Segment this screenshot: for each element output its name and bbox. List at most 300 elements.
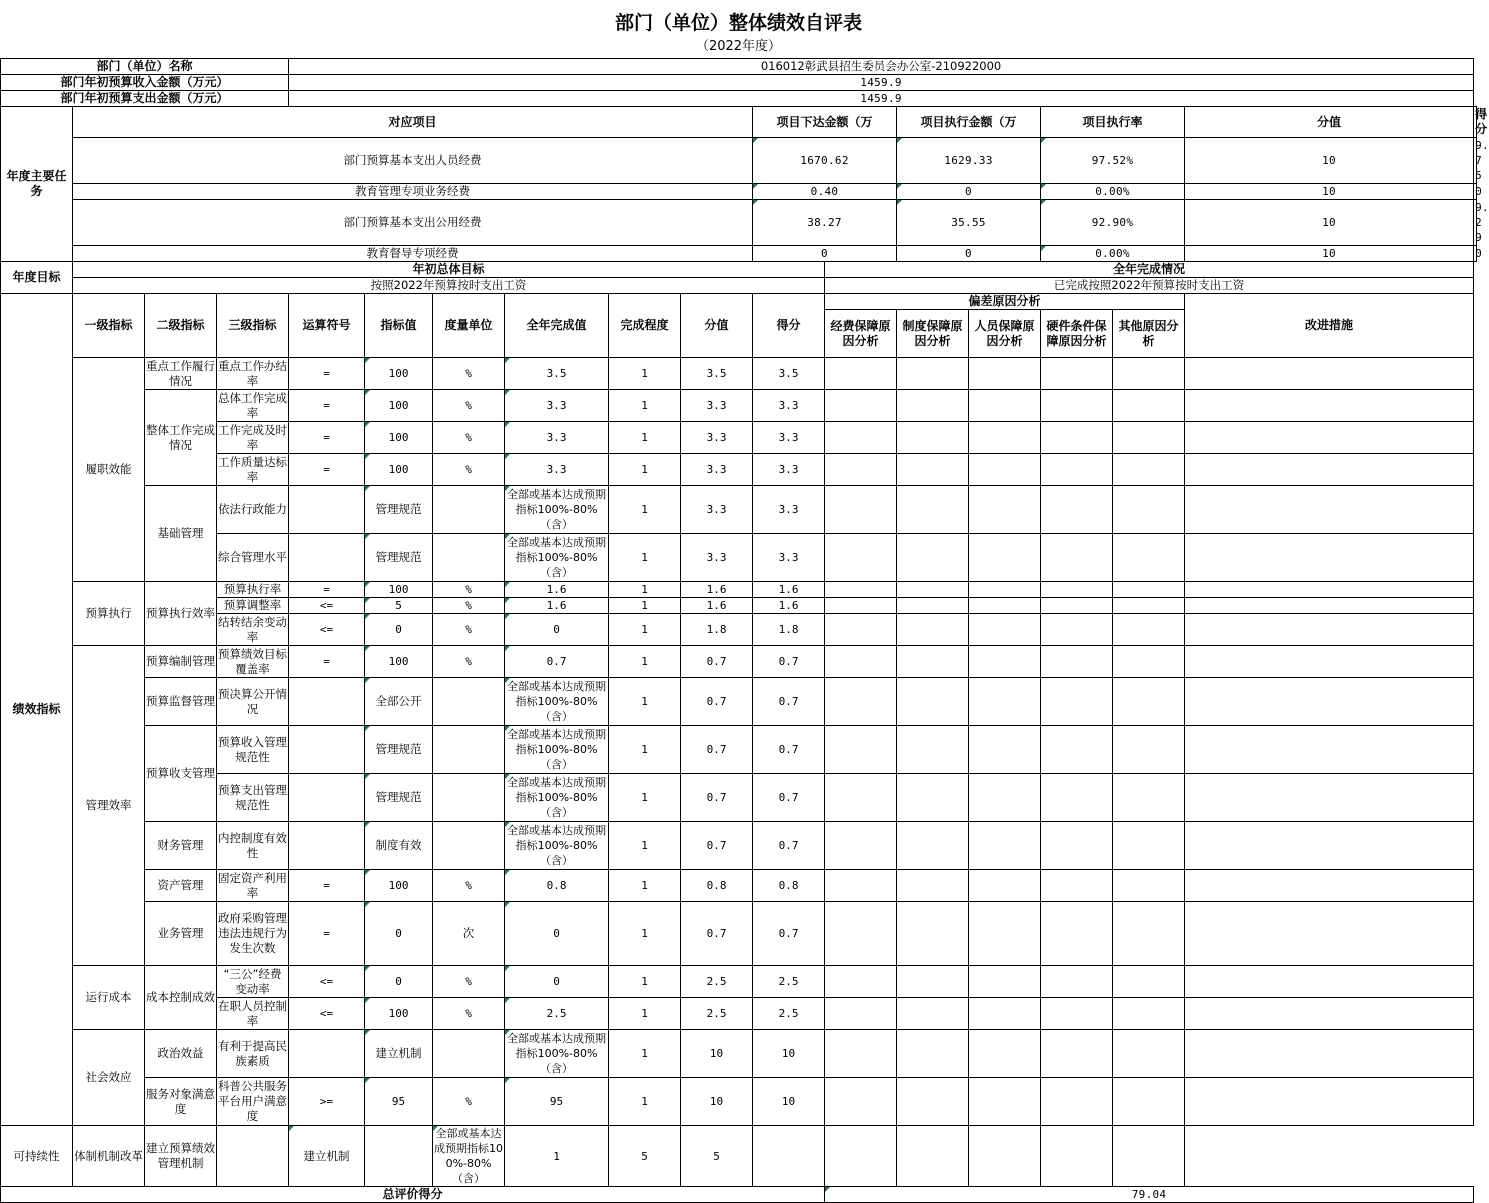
deviation-funding-cell[interactable] [825, 822, 897, 870]
deviation-system-cell[interactable] [897, 598, 969, 614]
deviation-funding-cell[interactable] [825, 422, 897, 454]
goal-completion-text[interactable]: 已完成按照2022年预算按时支出工资 [825, 278, 1474, 294]
indicator-target[interactable]: 管理规范 [365, 486, 433, 534]
deviation-system-cell[interactable] [897, 1078, 969, 1126]
deviation-hardware-cell[interactable] [1041, 870, 1113, 902]
deviation-other-cell[interactable] [1113, 646, 1185, 678]
improve-cell[interactable] [1185, 454, 1474, 486]
task-issued[interactable]: 1670.62 [753, 138, 897, 184]
indicator-operator[interactable]: = [289, 454, 365, 486]
indicator-actual[interactable]: 2.5 [505, 998, 609, 1030]
deviation-staff-cell[interactable] [969, 998, 1041, 1030]
deviation-other-cell[interactable] [1113, 358, 1185, 390]
deviation-hardware-cell[interactable] [1041, 646, 1113, 678]
indicator-operator[interactable] [289, 726, 365, 774]
improve-cell[interactable] [1185, 822, 1474, 870]
indicator-unit[interactable]: % [433, 614, 505, 646]
deviation-funding-cell[interactable] [825, 966, 897, 998]
task-name[interactable]: 教育督导专项经费 [73, 246, 753, 262]
indicator-unit[interactable] [433, 822, 505, 870]
deviation-staff-cell[interactable] [969, 726, 1041, 774]
indicator-score[interactable]: 3.3 [753, 390, 825, 422]
deviation-system-cell[interactable] [897, 870, 969, 902]
indicator-value[interactable]: 1.6 [681, 582, 753, 598]
deviation-staff-cell[interactable] [969, 902, 1041, 966]
indicator-operator[interactable]: = [289, 390, 365, 422]
indicator-unit[interactable] [433, 678, 505, 726]
indicator-degree[interactable]: 1 [609, 998, 681, 1030]
indicator-target[interactable]: 100 [365, 358, 433, 390]
deviation-hardware-cell[interactable] [1041, 822, 1113, 870]
deviation-system-cell[interactable] [897, 1030, 969, 1078]
indicator-actual[interactable]: 全部或基本达成预期指标100%-80%（含） [505, 822, 609, 870]
deviation-hardware-cell[interactable] [1041, 614, 1113, 646]
deviation-funding-cell[interactable] [825, 998, 897, 1030]
indicator-actual[interactable]: 全部或基本达成预期指标100%-80%（含） [505, 726, 609, 774]
indicator-operator[interactable]: = [289, 902, 365, 966]
improve-cell[interactable] [1185, 646, 1474, 678]
deviation-funding-cell[interactable] [825, 774, 897, 822]
indicator-actual[interactable]: 全部或基本达成预期指标100%-80%（含） [434, 1127, 504, 1185]
indicator-value[interactable]: 3.5 [681, 358, 753, 390]
indicator-operator[interactable] [289, 678, 365, 726]
deviation-other-cell[interactable] [1113, 726, 1185, 774]
improve-cell[interactable] [1185, 966, 1474, 998]
indicator-score[interactable]: 0.7 [753, 646, 825, 678]
deviation-other-cell[interactable] [1113, 454, 1185, 486]
deviation-staff-cell[interactable] [969, 358, 1041, 390]
deviation-hardware-cell[interactable] [1041, 1078, 1113, 1126]
improve-cell[interactable] [1185, 678, 1474, 726]
indicator-value[interactable]: 3.3 [681, 534, 753, 582]
indicator-value[interactable]: 0.7 [681, 774, 753, 822]
indicator-operator[interactable] [289, 1030, 365, 1078]
task-score-value[interactable]: 10 [1185, 246, 1474, 262]
improve-cell[interactable] [1185, 598, 1474, 614]
deviation-other-cell[interactable] [1113, 774, 1185, 822]
indicator-actual[interactable]: 0.8 [505, 870, 609, 902]
indicator-value[interactable]: 10 [681, 1078, 753, 1126]
deviation-staff-cell[interactable] [969, 534, 1041, 582]
indicator-value[interactable]: 0.7 [681, 822, 753, 870]
indicator-actual[interactable]: 全部或基本达成预期指标100%-80%（含） [505, 678, 609, 726]
indicator-target[interactable]: 100 [365, 998, 433, 1030]
deviation-system-cell[interactable] [897, 822, 969, 870]
deviation-other-cell[interactable] [1113, 870, 1185, 902]
indicator-target[interactable]: 管理规范 [365, 726, 433, 774]
deviation-system-cell[interactable] [897, 774, 969, 822]
deviation-system-cell[interactable] [897, 646, 969, 678]
deviation-system-cell[interactable] [897, 358, 969, 390]
indicator-actual[interactable]: 全部或基本达成预期指标100%-80%（含） [505, 534, 609, 582]
income-value[interactable]: 1459.9 [289, 75, 1474, 91]
indicator-score[interactable]: 0.7 [753, 678, 825, 726]
deviation-funding-cell[interactable] [825, 726, 897, 774]
deviation-funding-cell[interactable] [825, 902, 897, 966]
indicator-operator[interactable]: = [289, 646, 365, 678]
task-rate[interactable]: 97.52% [1041, 138, 1185, 184]
deviation-staff-cell[interactable] [969, 582, 1041, 598]
deviation-system-cell[interactable] [897, 390, 969, 422]
deviation-staff-cell[interactable] [969, 486, 1041, 534]
indicator-target[interactable]: 建立机制 [289, 1126, 365, 1187]
task-score[interactable]: 0 [1475, 247, 1483, 260]
indicator-score[interactable]: 3.3 [753, 534, 825, 582]
improve-cell[interactable] [1185, 358, 1474, 390]
deviation-hardware-cell[interactable] [1041, 582, 1113, 598]
indicator-actual[interactable]: 95 [505, 1078, 609, 1126]
indicator-score[interactable]: 2.5 [753, 966, 825, 998]
indicator-degree[interactable]: 1 [609, 582, 681, 598]
indicator-target[interactable]: 100 [365, 454, 433, 486]
improve-cell[interactable] [1185, 390, 1474, 422]
indicator-unit[interactable]: % [433, 870, 505, 902]
deviation-other-cell[interactable] [1113, 582, 1185, 598]
deviation-hardware-cell[interactable] [969, 1126, 1041, 1187]
indicator-target[interactable]: 0 [365, 966, 433, 998]
indicator-degree[interactable]: 1 [609, 966, 681, 998]
deviation-hardware-cell[interactable] [1041, 1030, 1113, 1078]
indicator-target[interactable]: 100 [365, 870, 433, 902]
indicator-target[interactable]: 管理规范 [365, 774, 433, 822]
indicator-unit[interactable]: % [433, 998, 505, 1030]
indicator-actual[interactable]: 3.3 [505, 422, 609, 454]
indicator-degree[interactable]: 1 [609, 358, 681, 390]
task-executed[interactable]: 0 [897, 184, 1041, 200]
indicator-actual[interactable]: 0.7 [505, 646, 609, 678]
deviation-staff-cell[interactable] [969, 678, 1041, 726]
deviation-system-cell[interactable] [897, 486, 969, 534]
indicator-unit[interactable] [433, 486, 505, 534]
deviation-hardware-cell[interactable] [1041, 774, 1113, 822]
indicator-value[interactable]: 3.3 [681, 422, 753, 454]
indicator-actual[interactable]: 0 [505, 614, 609, 646]
deviation-system-cell[interactable] [897, 678, 969, 726]
deviation-system-cell[interactable] [897, 422, 969, 454]
indicator-target[interactable]: 100 [365, 646, 433, 678]
deviation-other-cell[interactable] [1113, 966, 1185, 998]
indicator-score[interactable]: 0.7 [753, 774, 825, 822]
deviation-other-cell[interactable] [1113, 822, 1185, 870]
indicator-value[interactable]: 2.5 [681, 966, 753, 998]
indicator-operator[interactable] [217, 1126, 289, 1187]
deviation-system-cell[interactable] [897, 454, 969, 486]
indicator-unit[interactable]: % [433, 966, 505, 998]
deviation-system-cell[interactable] [897, 534, 969, 582]
indicator-unit[interactable]: 次 [433, 902, 505, 966]
deviation-hardware-cell[interactable] [1041, 534, 1113, 582]
indicator-operator[interactable]: <= [289, 966, 365, 998]
deviation-system-cell[interactable] [897, 966, 969, 998]
indicator-degree[interactable]: 1 [609, 870, 681, 902]
indicator-score[interactable]: 0.7 [753, 726, 825, 774]
indicator-degree[interactable]: 1 [609, 598, 681, 614]
indicator-target[interactable]: 制度有效 [365, 822, 433, 870]
indicator-target[interactable]: 100 [365, 582, 433, 598]
indicator-operator[interactable]: >= [289, 1078, 365, 1126]
indicator-degree[interactable]: 1 [609, 726, 681, 774]
indicator-value[interactable]: 0.7 [681, 902, 753, 966]
indicator-value[interactable]: 0.7 [681, 678, 753, 726]
indicator-target[interactable]: 95 [365, 1078, 433, 1126]
indicator-target[interactable]: 0 [365, 614, 433, 646]
indicator-unit[interactable]: % [433, 1078, 505, 1126]
task-executed[interactable]: 1629.33 [897, 138, 1041, 184]
indicator-score[interactable]: 1.6 [753, 582, 825, 598]
indicator-unit[interactable]: % [433, 598, 505, 614]
task-score[interactable]: 0 [1475, 185, 1483, 198]
improve-cell[interactable] [1185, 1078, 1474, 1126]
improve-cell[interactable] [1185, 998, 1474, 1030]
deviation-hardware-cell[interactable] [1041, 678, 1113, 726]
improve-cell[interactable] [1185, 726, 1474, 774]
deviation-funding-cell[interactable] [825, 646, 897, 678]
deviation-other-cell[interactable] [1041, 1126, 1113, 1187]
indicator-unit[interactable]: % [433, 358, 505, 390]
task-rate[interactable]: 92.90% [1041, 200, 1185, 246]
improve-cell[interactable] [1185, 422, 1474, 454]
deviation-hardware-cell[interactable] [1041, 390, 1113, 422]
indicator-degree[interactable]: 1 [609, 646, 681, 678]
task-rate[interactable]: 0.00% [1041, 184, 1185, 200]
task-score-value[interactable]: 10 [1185, 200, 1474, 246]
indicator-degree[interactable]: 1 [609, 1078, 681, 1126]
improve-cell[interactable] [1185, 486, 1474, 534]
indicator-actual[interactable]: 1.6 [505, 582, 609, 598]
indicator-score[interactable]: 0.7 [753, 822, 825, 870]
indicator-operator[interactable] [289, 486, 365, 534]
deviation-hardware-cell[interactable] [1041, 598, 1113, 614]
deviation-funding-cell[interactable] [825, 1078, 897, 1126]
improve-cell[interactable] [1113, 1126, 1185, 1187]
deviation-funding-cell[interactable] [825, 870, 897, 902]
indicator-value[interactable]: 5 [609, 1126, 681, 1187]
indicator-target[interactable]: 管理规范 [365, 534, 433, 582]
deviation-funding-cell[interactable] [825, 582, 897, 598]
indicator-value[interactable]: 0.8 [681, 870, 753, 902]
deviation-system-cell[interactable] [897, 726, 969, 774]
indicator-value[interactable]: 1.8 [681, 614, 753, 646]
improve-cell[interactable] [1185, 902, 1474, 966]
indicator-actual[interactable]: 3.3 [505, 454, 609, 486]
task-name[interactable]: 部门预算基本支出公用经费 [73, 200, 753, 246]
indicator-value[interactable]: 3.3 [681, 390, 753, 422]
indicator-unit[interactable]: % [433, 646, 505, 678]
indicator-target[interactable]: 100 [365, 422, 433, 454]
indicator-value[interactable]: 3.3 [681, 486, 753, 534]
deviation-system-cell[interactable] [897, 582, 969, 598]
indicator-operator[interactable]: = [289, 870, 365, 902]
indicator-unit[interactable]: % [433, 390, 505, 422]
indicator-score[interactable]: 10 [753, 1078, 825, 1126]
indicator-degree[interactable]: 1 [609, 534, 681, 582]
indicator-target[interactable]: 100 [365, 390, 433, 422]
indicator-value[interactable]: 3.3 [681, 454, 753, 486]
deviation-other-cell[interactable] [1113, 1030, 1185, 1078]
indicator-actual[interactable]: 1.6 [505, 598, 609, 614]
indicator-operator[interactable]: = [289, 358, 365, 390]
deviation-hardware-cell[interactable] [1041, 422, 1113, 454]
deviation-other-cell[interactable] [1113, 534, 1185, 582]
deviation-staff-cell[interactable] [897, 1126, 969, 1187]
deviation-staff-cell[interactable] [969, 1030, 1041, 1078]
deviation-hardware-cell[interactable] [1041, 358, 1113, 390]
indicator-actual[interactable]: 全部或基本达成预期指标100%-80%（含） [505, 486, 609, 534]
indicator-target[interactable]: 5 [365, 598, 433, 614]
deviation-system-cell[interactable] [897, 614, 969, 646]
deviation-other-cell[interactable] [1113, 486, 1185, 534]
improve-cell[interactable] [1185, 774, 1474, 822]
deviation-other-cell[interactable] [1113, 390, 1185, 422]
goal-initial-text[interactable]: 按照2022年预算按时支出工资 [73, 278, 825, 294]
improve-cell[interactable] [1185, 1030, 1474, 1078]
indicator-score[interactable]: 2.5 [753, 998, 825, 1030]
indicator-score[interactable]: 1.8 [753, 614, 825, 646]
indicator-score[interactable]: 3.5 [753, 358, 825, 390]
indicator-target[interactable]: 全部公开 [365, 678, 433, 726]
indicator-operator[interactable]: <= [289, 598, 365, 614]
indicator-score[interactable]: 10 [753, 1030, 825, 1078]
deviation-other-cell[interactable] [1113, 678, 1185, 726]
deviation-funding-cell[interactable] [825, 1030, 897, 1078]
deviation-staff-cell[interactable] [969, 614, 1041, 646]
deviation-other-cell[interactable] [1113, 614, 1185, 646]
deviation-other-cell[interactable] [1113, 902, 1185, 966]
indicator-degree[interactable]: 1 [609, 902, 681, 966]
indicator-degree[interactable]: 1 [505, 1126, 609, 1187]
indicator-actual[interactable]: 0 [505, 902, 609, 966]
deviation-staff-cell[interactable] [969, 1078, 1041, 1126]
indicator-degree[interactable]: 1 [609, 422, 681, 454]
indicator-degree[interactable]: 1 [609, 822, 681, 870]
deviation-funding-cell[interactable] [753, 1126, 825, 1187]
indicator-score[interactable]: 0.8 [753, 870, 825, 902]
indicator-operator[interactable]: <= [289, 614, 365, 646]
improve-cell[interactable] [1185, 870, 1474, 902]
deviation-hardware-cell[interactable] [1041, 966, 1113, 998]
indicator-operator[interactable]: <= [289, 998, 365, 1030]
indicator-actual[interactable]: 全部或基本达成预期指标100%-80%（含） [505, 1030, 609, 1078]
indicator-operator[interactable]: = [289, 422, 365, 454]
indicator-degree[interactable]: 1 [609, 614, 681, 646]
indicator-unit[interactable] [433, 1030, 505, 1078]
improve-cell[interactable] [1185, 534, 1474, 582]
indicator-unit[interactable]: % [433, 582, 505, 598]
deviation-staff-cell[interactable] [969, 870, 1041, 902]
deviation-funding-cell[interactable] [825, 534, 897, 582]
task-issued[interactable]: 0 [753, 246, 897, 262]
deviation-hardware-cell[interactable] [1041, 454, 1113, 486]
indicator-operator[interactable] [289, 774, 365, 822]
task-score[interactable]: 9.75 [1475, 139, 1489, 182]
indicator-degree[interactable]: 1 [609, 390, 681, 422]
indicator-score[interactable]: 0.7 [753, 902, 825, 966]
indicator-operator[interactable] [289, 822, 365, 870]
deviation-other-cell[interactable] [1113, 1078, 1185, 1126]
deviation-staff-cell[interactable] [969, 822, 1041, 870]
indicator-unit[interactable] [433, 774, 505, 822]
task-name[interactable]: 教育管理专项业务经费 [73, 184, 753, 200]
deviation-system-cell[interactable] [825, 1126, 897, 1187]
indicator-actual[interactable]: 全部或基本达成预期指标100%-80%（含） [505, 774, 609, 822]
deviation-hardware-cell[interactable] [1041, 902, 1113, 966]
indicator-unit[interactable] [433, 726, 505, 774]
improve-cell[interactable] [1185, 614, 1474, 646]
deviation-funding-cell[interactable] [825, 454, 897, 486]
task-score[interactable]: 9.29 [1475, 201, 1489, 244]
indicator-actual[interactable]: 0 [505, 966, 609, 998]
indicator-value[interactable]: 1.6 [681, 598, 753, 614]
indicator-score[interactable]: 3.3 [753, 486, 825, 534]
deviation-hardware-cell[interactable] [1041, 998, 1113, 1030]
indicator-actual[interactable]: 3.3 [505, 390, 609, 422]
deviation-system-cell[interactable] [897, 902, 969, 966]
indicator-unit[interactable] [433, 534, 505, 582]
deviation-other-cell[interactable] [1113, 422, 1185, 454]
indicator-target[interactable]: 0 [365, 902, 433, 966]
deviation-staff-cell[interactable] [969, 454, 1041, 486]
task-score-value[interactable]: 10 [1185, 138, 1474, 184]
indicator-operator[interactable]: = [289, 582, 365, 598]
deviation-funding-cell[interactable] [825, 486, 897, 534]
task-rate[interactable]: 0.00% [1041, 246, 1185, 262]
deviation-funding-cell[interactable] [825, 598, 897, 614]
indicator-value[interactable]: 10 [681, 1030, 753, 1078]
indicator-value[interactable]: 0.7 [681, 726, 753, 774]
indicator-unit[interactable]: % [433, 422, 505, 454]
task-name[interactable]: 部门预算基本支出人员经费 [73, 138, 753, 184]
deviation-funding-cell[interactable] [825, 390, 897, 422]
indicator-target[interactable]: 建立机制 [365, 1030, 433, 1078]
indicator-score[interactable]: 3.3 [753, 454, 825, 486]
indicator-degree[interactable]: 1 [609, 1030, 681, 1078]
deviation-other-cell[interactable] [1113, 598, 1185, 614]
deviation-funding-cell[interactable] [825, 614, 897, 646]
indicator-degree[interactable]: 1 [609, 454, 681, 486]
task-score-value[interactable]: 10 [1185, 184, 1474, 200]
indicator-score[interactable]: 1.6 [753, 598, 825, 614]
indicator-operator[interactable] [289, 534, 365, 582]
deviation-other-cell[interactable] [1113, 998, 1185, 1030]
indicator-degree[interactable]: 1 [609, 486, 681, 534]
dept-name-value[interactable]: 016012彰武县招生委员会办公室-210922000 [289, 59, 1474, 75]
deviation-funding-cell[interactable] [825, 678, 897, 726]
task-executed[interactable]: 35.55 [897, 200, 1041, 246]
indicator-value[interactable]: 0.7 [681, 646, 753, 678]
total-value[interactable]: 79.04 [825, 1187, 1474, 1203]
expense-value[interactable]: 1459.9 [289, 91, 1474, 107]
task-issued[interactable]: 38.27 [753, 200, 897, 246]
indicator-score[interactable]: 5 [681, 1126, 753, 1187]
deviation-staff-cell[interactable] [969, 422, 1041, 454]
deviation-system-cell[interactable] [897, 998, 969, 1030]
task-issued[interactable]: 0.40 [753, 184, 897, 200]
deviation-staff-cell[interactable] [969, 646, 1041, 678]
indicator-degree[interactable]: 1 [609, 774, 681, 822]
indicator-value[interactable]: 2.5 [681, 998, 753, 1030]
deviation-staff-cell[interactable] [969, 774, 1041, 822]
improve-cell[interactable] [1185, 582, 1474, 598]
deviation-staff-cell[interactable] [969, 598, 1041, 614]
deviation-staff-cell[interactable] [969, 966, 1041, 998]
indicator-actual[interactable]: 3.5 [505, 358, 609, 390]
deviation-funding-cell[interactable] [825, 358, 897, 390]
indicator-unit[interactable]: % [433, 454, 505, 486]
deviation-staff-cell[interactable] [969, 390, 1041, 422]
task-executed[interactable]: 0 [897, 246, 1041, 262]
deviation-hardware-cell[interactable] [1041, 726, 1113, 774]
deviation-hardware-cell[interactable] [1041, 486, 1113, 534]
